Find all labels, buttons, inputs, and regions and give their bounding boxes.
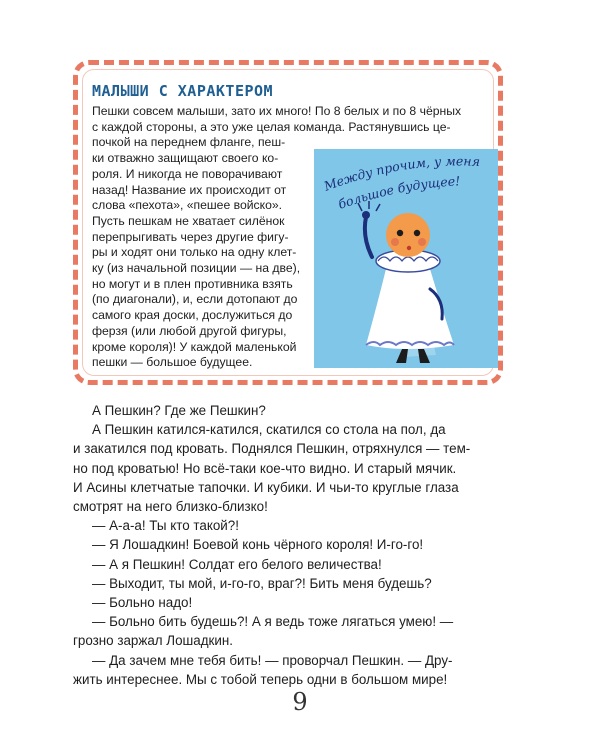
story-line: — А-а-а! Ты кто такой?! — [92, 518, 239, 534]
story-line: — Больно бить будешь?! А я ведь тоже лягаться умею! — — [92, 614, 454, 630]
story-line: — А я Пешкин! Солдат его белого величества! — [92, 556, 382, 572]
sidebar-line: почкой на переднем фланге, пеш- — [92, 135, 286, 150]
left-eye — [397, 230, 403, 236]
sidebar-line: Пешки совсем малыши, зато их много! По 8 белых и по 8 чёрных — [92, 104, 462, 118]
illustration-caption-line-1: Между прочим, у меня — [321, 153, 481, 194]
story-line: но под кроватью! Но всё-таки кое-что видно. И старый мячик. — [73, 460, 457, 476]
sidebar-line: перепрыгивать через другие фигу- — [92, 229, 289, 244]
sidebar-line: ку (из начальной позиции — на две), — [92, 261, 301, 275]
right-eye — [414, 230, 420, 236]
story-line: А Пешкин? Где же Пешкин? — [92, 403, 266, 418]
illustration-caption-line-2: большое будущее! — [336, 173, 461, 212]
page-number: 9 — [292, 688, 308, 716]
story-line: жить интереснее. Мы с тобой теперь одни в большом мире! — [73, 671, 448, 687]
pawn-head — [386, 213, 430, 257]
sidebar-line: с каждой стороны, а это уже целая команда. Растянувшись це- — [92, 119, 451, 134]
story-line: — Больно надо! — [92, 595, 193, 610]
story-line: И Асины клетчатые тапочки. И кубики. И чьи-то круглые глаза — [73, 479, 459, 495]
sidebar-line: ры и ходят они только на одну клет- — [92, 245, 297, 260]
story-line: и закатился под кровать. Поднялся Пешкин, отряхнулся — тем- — [73, 441, 471, 457]
story-line: — Выходит, ты мой, и-го-го, враг?! Бить меня будешь? — [92, 575, 432, 591]
sidebar-title: МАЛЫШИ С ХАРАКТЕРОМ — [92, 82, 274, 100]
sidebar-line: Пусть пешкам не хватает силёнок — [92, 213, 285, 228]
sidebar-line: ки отважно защищают своего ко- — [92, 151, 279, 166]
left-cheek — [391, 238, 399, 246]
pawn-character-drawing — [314, 149, 498, 368]
raised-hand — [362, 211, 370, 219]
sidebar-line: самого края доски, дослужиться до — [92, 308, 293, 323]
story-line: смотрят на него близко-близко! — [73, 499, 268, 514]
right-cheek — [418, 238, 426, 246]
sidebar-line: ферзя (или любой другой фигуры, — [92, 323, 287, 338]
sidebar-line: (по диагонали), и, если дотопают до — [92, 292, 298, 307]
story-line: грозно заржал Лошадкин. — [73, 633, 233, 649]
sidebar-line: но могут и в плен противника взять — [92, 276, 293, 291]
pawn-illustration — [314, 149, 498, 368]
story-line: А Пешкин катился-катился, скатился со стола на пол, да — [92, 422, 446, 438]
sidebar-line: роля. И никогда не поворачивают — [92, 166, 283, 181]
sidebar-line: слова «пехота», «пешее войско». — [92, 198, 283, 213]
sidebar-line: пешки — большое будущее. — [92, 355, 253, 370]
story-line: — Я Лошадкин! Боевой конь чёрного короля! И-го-го! — [92, 537, 424, 553]
sidebar-line: кроме короля)! У каждой маленькой — [92, 339, 297, 354]
mouth — [407, 246, 411, 250]
story-line: — Да зачем мне тебя бить! — проворчал Пешкин. — Дру- — [92, 652, 453, 668]
sidebar-line: назад! Название их происходит от — [92, 182, 287, 197]
